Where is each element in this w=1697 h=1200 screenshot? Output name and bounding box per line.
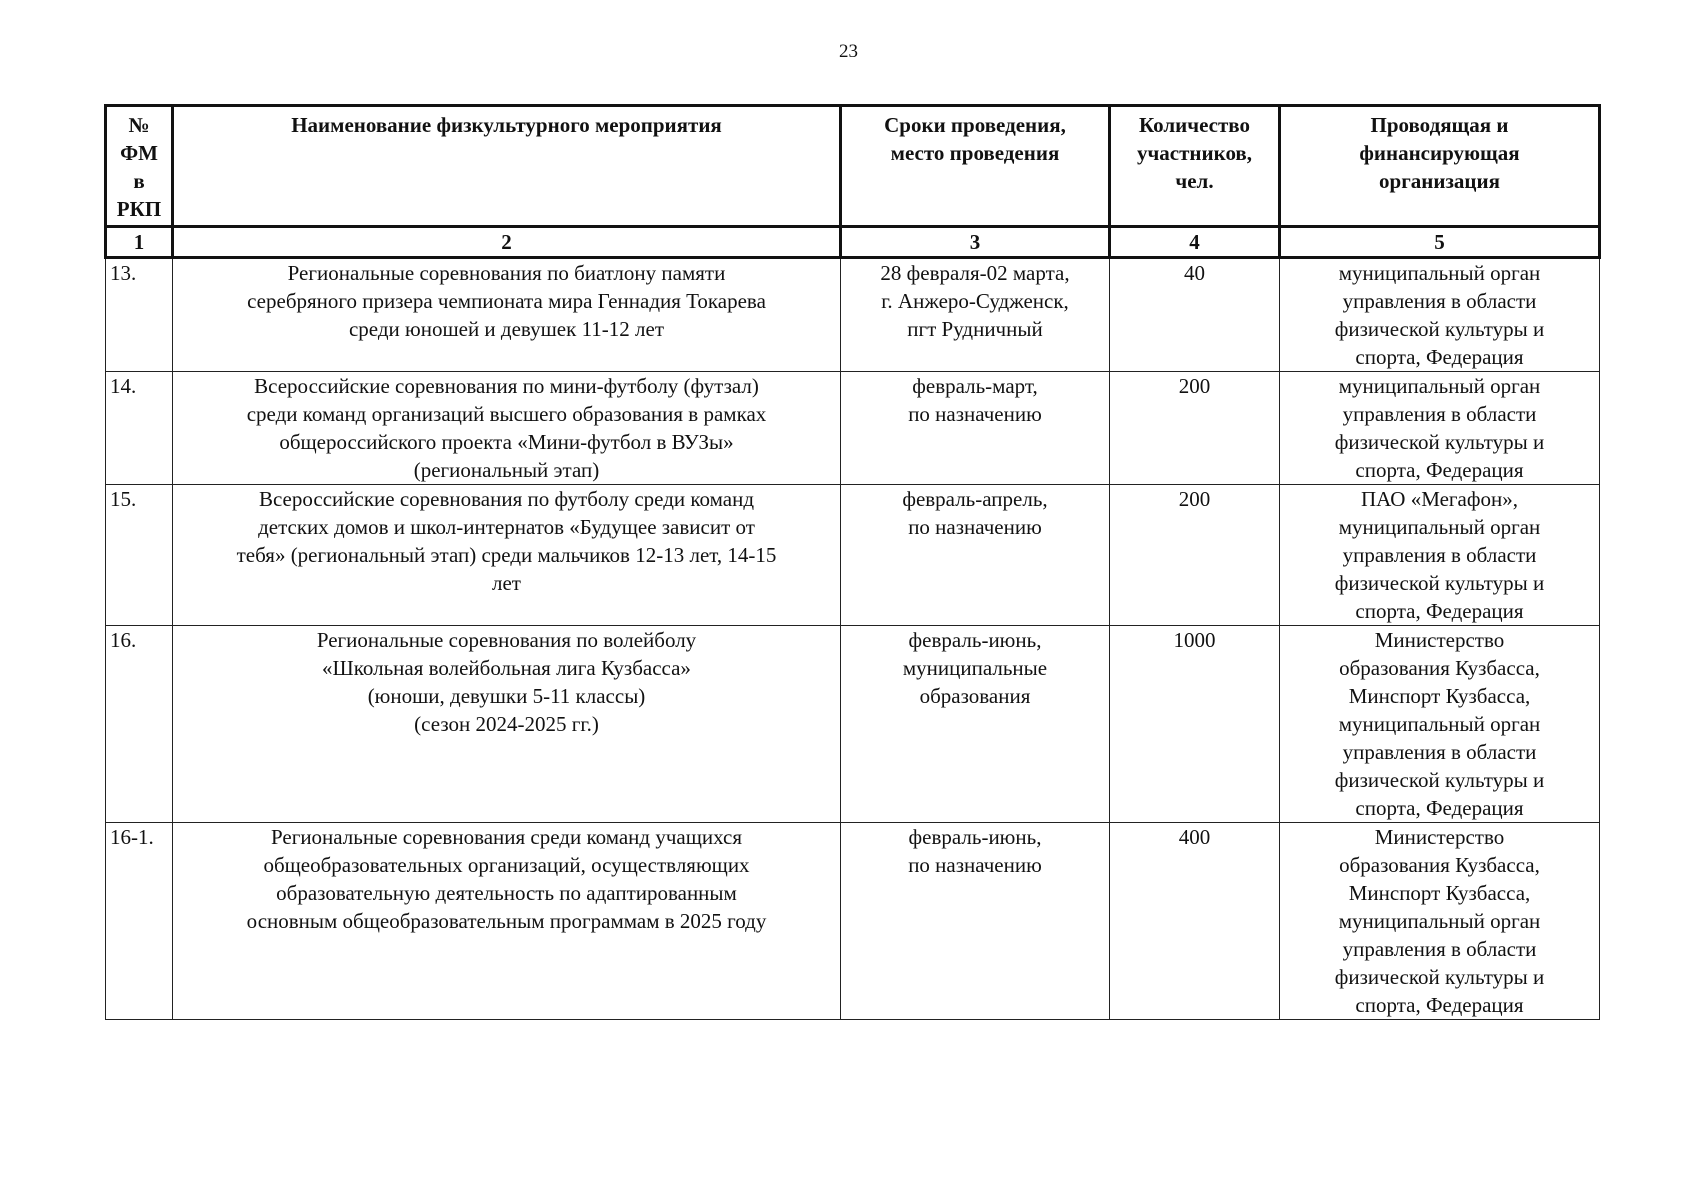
event-name: Всероссийские соревнования по мини-футболу (футзал) среди команд организаций высшего образования в рамках общероссийского проекта «Мини-футбол в ВУЗы» (региональный этап) bbox=[173, 372, 841, 485]
event-participants: 200 bbox=[1110, 372, 1280, 485]
event-participants: 1000 bbox=[1110, 626, 1280, 823]
header-organization: Проводящая и финансирующая организация bbox=[1280, 106, 1600, 227]
event-organization: ПАО «Мегафон», муниципальный орган управления в области физической культуры и спорта, Федерация bbox=[1280, 485, 1600, 626]
event-dates-place: февраль-июнь, по назначению bbox=[841, 823, 1110, 1020]
page-number: 23 bbox=[839, 41, 858, 62]
table-row bbox=[106, 485, 1600, 626]
event-name: Региональные соревнования по биатлону памяти серебряного призера чемпионата мира Геннадия Токарева среди юношей и девушек 11-12 лет bbox=[173, 258, 841, 372]
header-participants: Количество участников, чел. bbox=[1110, 106, 1280, 227]
event-number: 15. bbox=[106, 485, 173, 626]
event-name: Всероссийские соревнования по футболу среди команд детских домов и школ-интернатов «Будущее зависит от тебя» (региональный этап) среди мальчиков 12-13 лет, 14-15 лет bbox=[173, 485, 841, 626]
event-organization: Министерство образования Кузбасса, Минспорт Кузбасса, муниципальный орган управления в области физической культуры и спорта, Федерация bbox=[1280, 823, 1600, 1020]
column-number: 2 bbox=[173, 227, 841, 258]
header-row bbox=[106, 106, 1600, 227]
event-name: Региональные соревнования по волейболу «Школьная волейбольная лига Кузбасса» (юноши, девушки 5-11 классы) (сезон 2024-2025 гг.) bbox=[173, 626, 841, 823]
event-dates-place: февраль-апрель, по назначению bbox=[841, 485, 1110, 626]
event-dates-place: февраль-июнь, муниципальные образования bbox=[841, 626, 1110, 823]
event-organization: муниципальный орган управления в области физической культуры и спорта, Федерация bbox=[1280, 372, 1600, 485]
event-organization: муниципальный орган управления в области физической культуры и спорта, Федерация bbox=[1280, 258, 1600, 372]
table-row bbox=[106, 372, 1600, 485]
table-row bbox=[106, 823, 1600, 1020]
event-participants: 400 bbox=[1110, 823, 1280, 1020]
header-fm-number: № ФМ в РКП bbox=[106, 106, 173, 227]
header-dates-place: Сроки проведения, место проведения bbox=[841, 106, 1110, 227]
table-header bbox=[106, 106, 1600, 258]
header-event-name: Наименование физкультурного мероприятия bbox=[173, 106, 841, 227]
column-number-row bbox=[106, 227, 1600, 258]
event-number: 14. bbox=[106, 372, 173, 485]
column-number: 5 bbox=[1280, 227, 1600, 258]
event-organization: Министерство образования Кузбасса, Минспорт Кузбасса, муниципальный орган управления в области физической культуры и спорта, Федерация bbox=[1280, 626, 1600, 823]
event-name: Региональные соревнования среди команд учащихся общеобразовательных организаций, осуществляющих образовательную деятельность по адаптированным основным общеобразовательным программам в 2025 году bbox=[173, 823, 841, 1020]
event-number: 16. bbox=[106, 626, 173, 823]
event-number: 13. bbox=[106, 258, 173, 372]
table-body bbox=[106, 258, 1600, 1020]
event-participants: 40 bbox=[1110, 258, 1280, 372]
table-row bbox=[106, 626, 1600, 823]
event-participants: 200 bbox=[1110, 485, 1280, 626]
column-number: 4 bbox=[1110, 227, 1280, 258]
event-number: 16-1. bbox=[106, 823, 173, 1020]
event-dates-place: февраль-март, по назначению bbox=[841, 372, 1110, 485]
column-number: 1 bbox=[106, 227, 173, 258]
table-row bbox=[106, 258, 1600, 372]
events-table bbox=[104, 104, 1601, 1020]
event-dates-place: 28 февраля-02 марта, г. Анжеро-Судженск, пгт Рудничный bbox=[841, 258, 1110, 372]
column-number: 3 bbox=[841, 227, 1110, 258]
